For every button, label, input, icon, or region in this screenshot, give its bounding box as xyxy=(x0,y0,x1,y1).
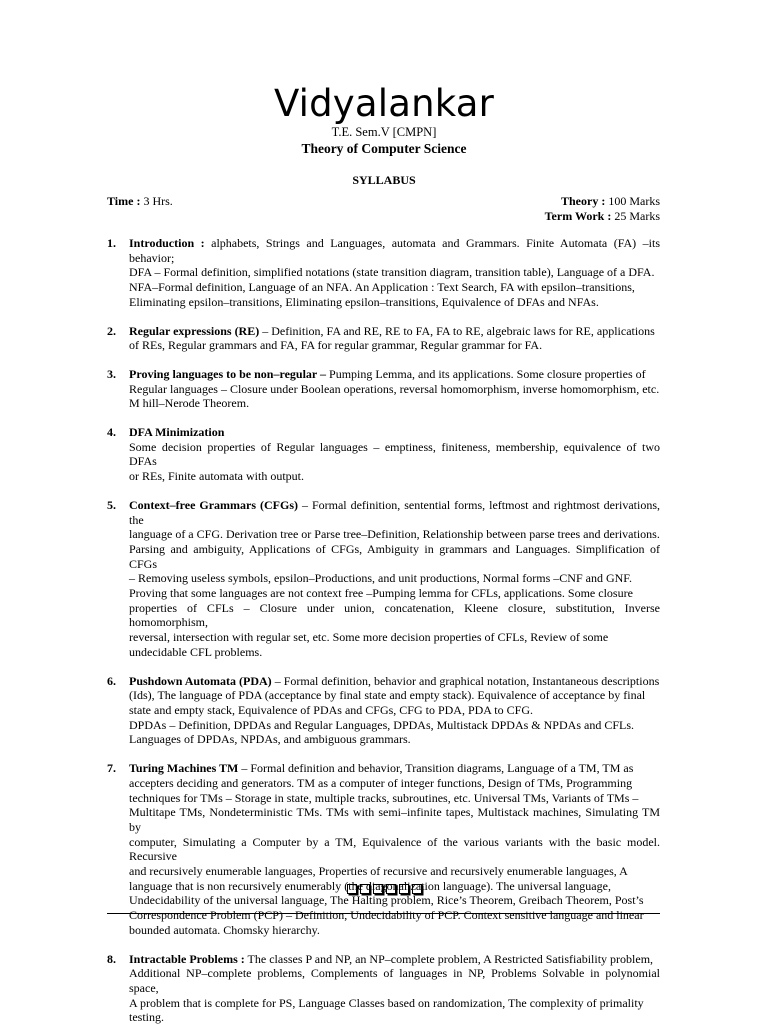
syllabus-list xyxy=(107,236,660,1025)
footer-rule xyxy=(107,913,660,914)
item-text: Multitape TMs, Nondeterministic TMs. TMs with semi–infinite tapes, Multistack machines, Simulating TM by xyxy=(129,805,660,834)
item-line xyxy=(129,805,660,834)
square-bullet-icon xyxy=(373,884,383,894)
syllabus-heading: SYLLABUS xyxy=(352,173,416,187)
item-title: Context–free Grammars (CFGs) xyxy=(129,497,298,512)
item-line xyxy=(129,396,660,411)
square-bullet-icon xyxy=(412,884,422,894)
item-line xyxy=(129,324,660,339)
item-number: 2. xyxy=(107,323,116,338)
item-text: NFA–Formal definition, Language of an NFA. An Application : Text Search, FA with epsilon–transitions, xyxy=(129,280,635,295)
item-text: (Ids), The language of PDA (acceptance by final state and empty stack). Equivalence of acceptance by final xyxy=(129,688,646,703)
item-text: – Formal definition, behavior and graphical notation, Instantaneous descriptions xyxy=(271,673,660,688)
item-text: techniques for TMs – Storage in state, multiple tracks, subroutines, etc. Universal TMs, Variants of TMs – xyxy=(129,790,639,805)
item-text: Pumping Lemma, and its applications. Some closure properties of xyxy=(326,366,646,381)
item-line xyxy=(129,645,660,660)
item-number: 5. xyxy=(107,497,116,512)
end-marker xyxy=(0,880,768,898)
item-text: properties of CFLs – Closure under union, concatenation, Kleene closure, substitution, Inverse homomorphism, xyxy=(129,600,660,630)
item-text: language of a CFG. Derivation tree or Parse tree–Definition, Relationship between parse trees and derivations. xyxy=(129,527,660,542)
item-line xyxy=(129,952,660,967)
item-text: DFA – Formal definition, simplified notations (state transition diagram, transition table), Language of a DFA. xyxy=(129,265,655,280)
item-line xyxy=(129,674,660,689)
item-number: 7. xyxy=(107,761,116,776)
item-number: 8. xyxy=(107,951,116,966)
item-number: 4. xyxy=(107,425,116,440)
item-line xyxy=(129,498,660,527)
item-line xyxy=(129,1010,660,1025)
square-bullet-icon xyxy=(399,884,409,894)
item-line xyxy=(129,440,660,469)
item-title: Introduction : xyxy=(129,236,205,250)
syllabus-item xyxy=(107,674,660,748)
item-line xyxy=(129,236,660,265)
item-title: DFA Minimization xyxy=(129,425,225,440)
marks-info xyxy=(545,194,660,223)
item-line xyxy=(129,469,660,484)
item-line xyxy=(129,864,660,879)
item-text: accepters deciding and generators. TM as a computer of integer functions, Design of TMs, Programming xyxy=(129,775,633,790)
item-text: DPDAs – Definition, DPDAs and Regular Languages, DPDAs, Multistack DPDAs & NPDAs and CFLs. xyxy=(129,717,634,732)
item-title: Regular expressions (RE) xyxy=(129,323,260,338)
item-number: 1. xyxy=(107,236,116,250)
item-line xyxy=(129,586,660,601)
item-text: testing. xyxy=(129,1010,164,1025)
semester-line: T.E. Sem.V [CMPN] xyxy=(331,125,437,139)
item-line xyxy=(129,908,660,923)
item-line xyxy=(129,338,660,353)
item-line xyxy=(129,280,660,295)
item-text: computer, Simulating a Computer by a TM, Equivalence of the various variants with the basic model. Recursive xyxy=(129,834,660,864)
syllabus-item xyxy=(107,425,660,484)
item-line xyxy=(129,835,660,864)
item-text: Correspondence Problem (PCP) – Definition, Undecidability of PCP. Context sensitive language and linear xyxy=(129,908,644,923)
item-title: Intractable Problems : xyxy=(129,951,245,966)
item-text: alphabets, Strings and Languages, automata and Grammars. Finite Automata (FA) –its behavior; xyxy=(129,236,661,265)
termwork-value: 25 Marks xyxy=(611,208,660,223)
item-line xyxy=(129,791,660,806)
item-text: – Removing useless symbols, epsilon–Productions, and unit productions, Normal forms –CNF and GNF. xyxy=(129,571,633,586)
item-line xyxy=(129,923,660,938)
item-number: 6. xyxy=(107,673,116,688)
item-text: Eliminating epsilon–transitions, Eliminating epsilon–transitions, Equivalence of DFAs and NFAs. xyxy=(129,294,599,309)
termwork-marks xyxy=(545,209,660,224)
item-text: undecidable CFL problems. xyxy=(129,644,263,659)
item-line xyxy=(129,527,660,542)
item-line xyxy=(129,761,660,776)
syllabus-item xyxy=(107,236,660,310)
item-line xyxy=(129,367,660,382)
item-line xyxy=(129,295,660,310)
item-text: language that is non recursively enumerably (the diagonalization language). The universal language, xyxy=(129,878,611,893)
syllabus-item xyxy=(107,498,660,660)
syllabus-item xyxy=(107,761,660,937)
item-text: – Formal definition, sentential forms, leftmost and rightmost derivations, the xyxy=(129,497,660,527)
brand-logo-text: Vidyalankar xyxy=(273,82,495,125)
item-number: 3. xyxy=(107,366,116,381)
item-text: Undecidability of the universal language, The Halting problem, Rice’s Theorem, Greibach Theorem, Post’s xyxy=(129,893,644,908)
item-title: Pushdown Automata (PDA) xyxy=(129,673,272,688)
syllabus-item xyxy=(107,952,660,1025)
time-label: Time : xyxy=(107,194,141,208)
item-line xyxy=(129,265,660,280)
item-text: – Definition, FA and RE, RE to FA, FA to RE, algebraic laws for RE, applications xyxy=(259,323,655,338)
square-bullet-icon xyxy=(360,884,370,894)
item-title: Turing Machines TM xyxy=(129,761,239,776)
item-text: and recursively enumerable languages, Properties of recursive and recursively enumerable languages, A xyxy=(129,864,628,879)
item-line xyxy=(129,542,660,571)
subject-title: Theory of Computer Science xyxy=(301,141,467,156)
item-text: Additional NP–complete problems, Complements of languages in NP, Problems Solvable in polynomial space, xyxy=(129,966,660,995)
item-text: Proving that some languages are not context free –Pumping lemma for CFLs, applications. Some closure xyxy=(129,586,633,601)
item-line xyxy=(129,703,660,718)
item-line xyxy=(129,966,660,995)
theory-marks xyxy=(545,194,660,209)
item-text: or REs, Finite automata with output. xyxy=(129,469,304,484)
item-line xyxy=(129,776,660,791)
item-text: bounded automata. Chomsky hierarchy. xyxy=(129,922,320,937)
item-line xyxy=(129,601,660,630)
item-line xyxy=(129,571,660,586)
item-line xyxy=(129,630,660,645)
syllabus-item xyxy=(107,324,660,353)
item-line xyxy=(129,382,660,397)
theory-value: 100 Marks xyxy=(605,194,660,208)
item-text: state and empty stack, Equivalence of PDAs and CFGs, CFG to PDA, PDA to CFG. xyxy=(129,702,533,717)
item-line xyxy=(129,732,660,747)
item-text: The classes P and NP, an NP–complete problem, A Restricted Satisfiability problem, xyxy=(244,951,654,966)
item-line xyxy=(129,425,660,440)
item-text: Languages of DPDAs, NPDAs, and ambiguous grammars. xyxy=(129,732,411,747)
item-line xyxy=(129,718,660,733)
item-text: of REs, Regular grammars and FA, FA for regular grammar, Regular grammar for FA. xyxy=(129,338,543,353)
item-line xyxy=(129,996,660,1011)
item-text: – Formal definition and behavior, Transition diagrams, Language of a TM, TM as xyxy=(238,761,634,776)
syllabus-item xyxy=(107,367,660,411)
item-line xyxy=(129,688,660,703)
item-text: Parsing and ambiguity, Applications of CFGs, Ambiguity in grammars and Languages. Simplification of CFGs xyxy=(129,541,660,571)
item-text: M hill–Nerode Theorem. xyxy=(129,396,250,411)
item-text: Regular languages – Closure under Boolean operations, reversal homomorphism, inverse homomorphism, etc. xyxy=(129,381,660,396)
item-text: A problem that is complete for PS, Language Classes based on randomization, The complexity of primality xyxy=(129,995,644,1010)
time-info xyxy=(107,194,173,209)
square-bullet-icon xyxy=(386,884,396,894)
theory-label: Theory : xyxy=(561,194,606,208)
termwork-label: Term Work : xyxy=(544,208,612,223)
item-text: reversal, intersection with regular set, etc. Some more decision properties of CFLs, Review of some xyxy=(129,630,609,645)
item-title: Proving languages to be non–regular – xyxy=(129,366,327,381)
item-text: Some decision properties of Regular languages – emptiness, finiteness, membership, equivalence of two DFAs xyxy=(129,439,660,469)
square-bullet-icon xyxy=(347,884,357,894)
time-value: 3 Hrs. xyxy=(140,194,173,208)
